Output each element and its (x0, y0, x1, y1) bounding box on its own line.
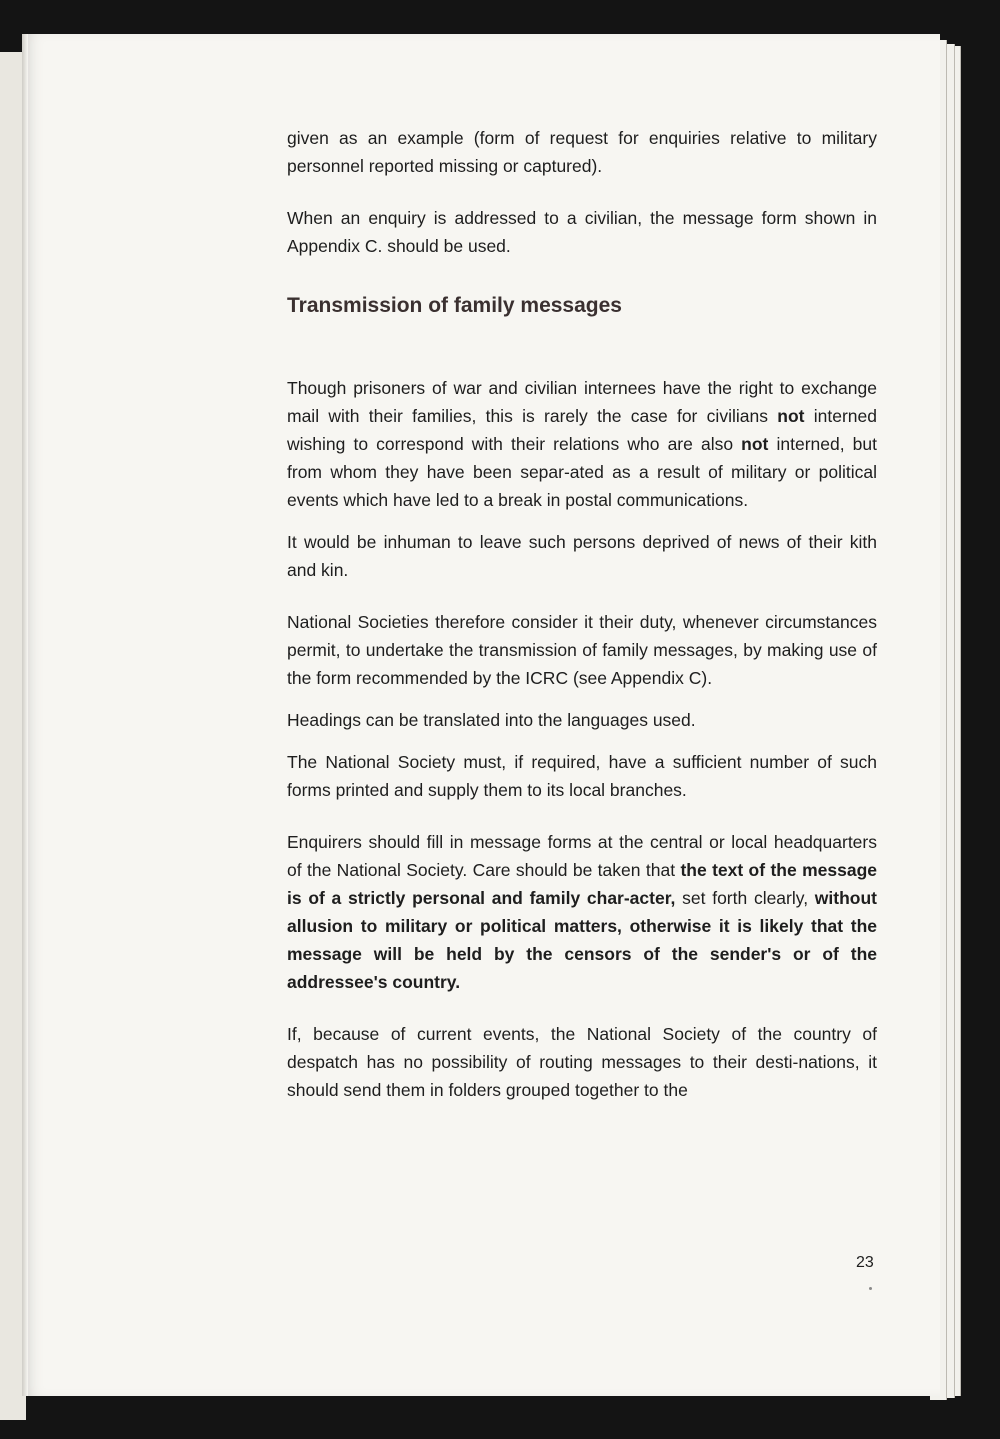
paragraph-text: Though prisoners of war and civilian internees have the right to exchange mail with their families, this is rarely the case for civilians (287, 378, 877, 426)
paragraph-text: interned wishing to correspond with their relations who are also (287, 406, 878, 454)
paragraph: Headings can be translated into the languages used. (287, 710, 696, 730)
paragraph-text: Enquirers should fill in message forms at the central or local headquarters of the National Society. Care should be taken that (287, 832, 877, 880)
emphasis-text: not (777, 406, 805, 426)
page-body (287, 124, 877, 1128)
paragraph (287, 374, 877, 514)
paragraph: It would be inhuman to leave such persons deprived of news of their kith and kin. (287, 532, 877, 580)
paragraph (287, 828, 877, 996)
paragraph: The National Society must, if required, have a sufficient number of such forms printed and supply them to its local branches. (287, 752, 877, 800)
paragraph: National Societies therefore consider it their duty, whenever circumstances permit, to undertake the transmission of family messages, by making use of the form recommended by the ICRC (see Appendix C). (287, 612, 877, 688)
emphasis-text: without allusion to military or political matters, otherwise it is likely that the message will be held by the censors of the sender's or of the addressee's country. (287, 888, 877, 992)
paragraph-text: set forth clearly, (675, 888, 815, 908)
binding-gutter (22, 34, 28, 1396)
paragraph-text: interned, but from whom they have been separ-ated as a result of military or political events which have led to a break in postal communications. (287, 434, 878, 510)
print-mark (869, 1287, 872, 1290)
emphasis-text: the text of the message is of a strictly personal and family char-acter, (287, 860, 877, 908)
section-heading: Transmission of family messages (287, 294, 622, 317)
paragraph: If, because of current events, the National Society of the country of despatch has no possibility of routing messages to their desti-nations, it should send them in folders grouped together to the (287, 1024, 877, 1100)
paragraph: When an enquiry is addressed to a civilian, the message form shown in Appendix C. should be used. (287, 208, 877, 256)
emphasis-text: not (741, 434, 769, 454)
page-number: 23 (856, 1254, 874, 1271)
paragraph: given as an example (form of request for enquiries relative to military personnel reported missing or captured). (287, 128, 877, 176)
